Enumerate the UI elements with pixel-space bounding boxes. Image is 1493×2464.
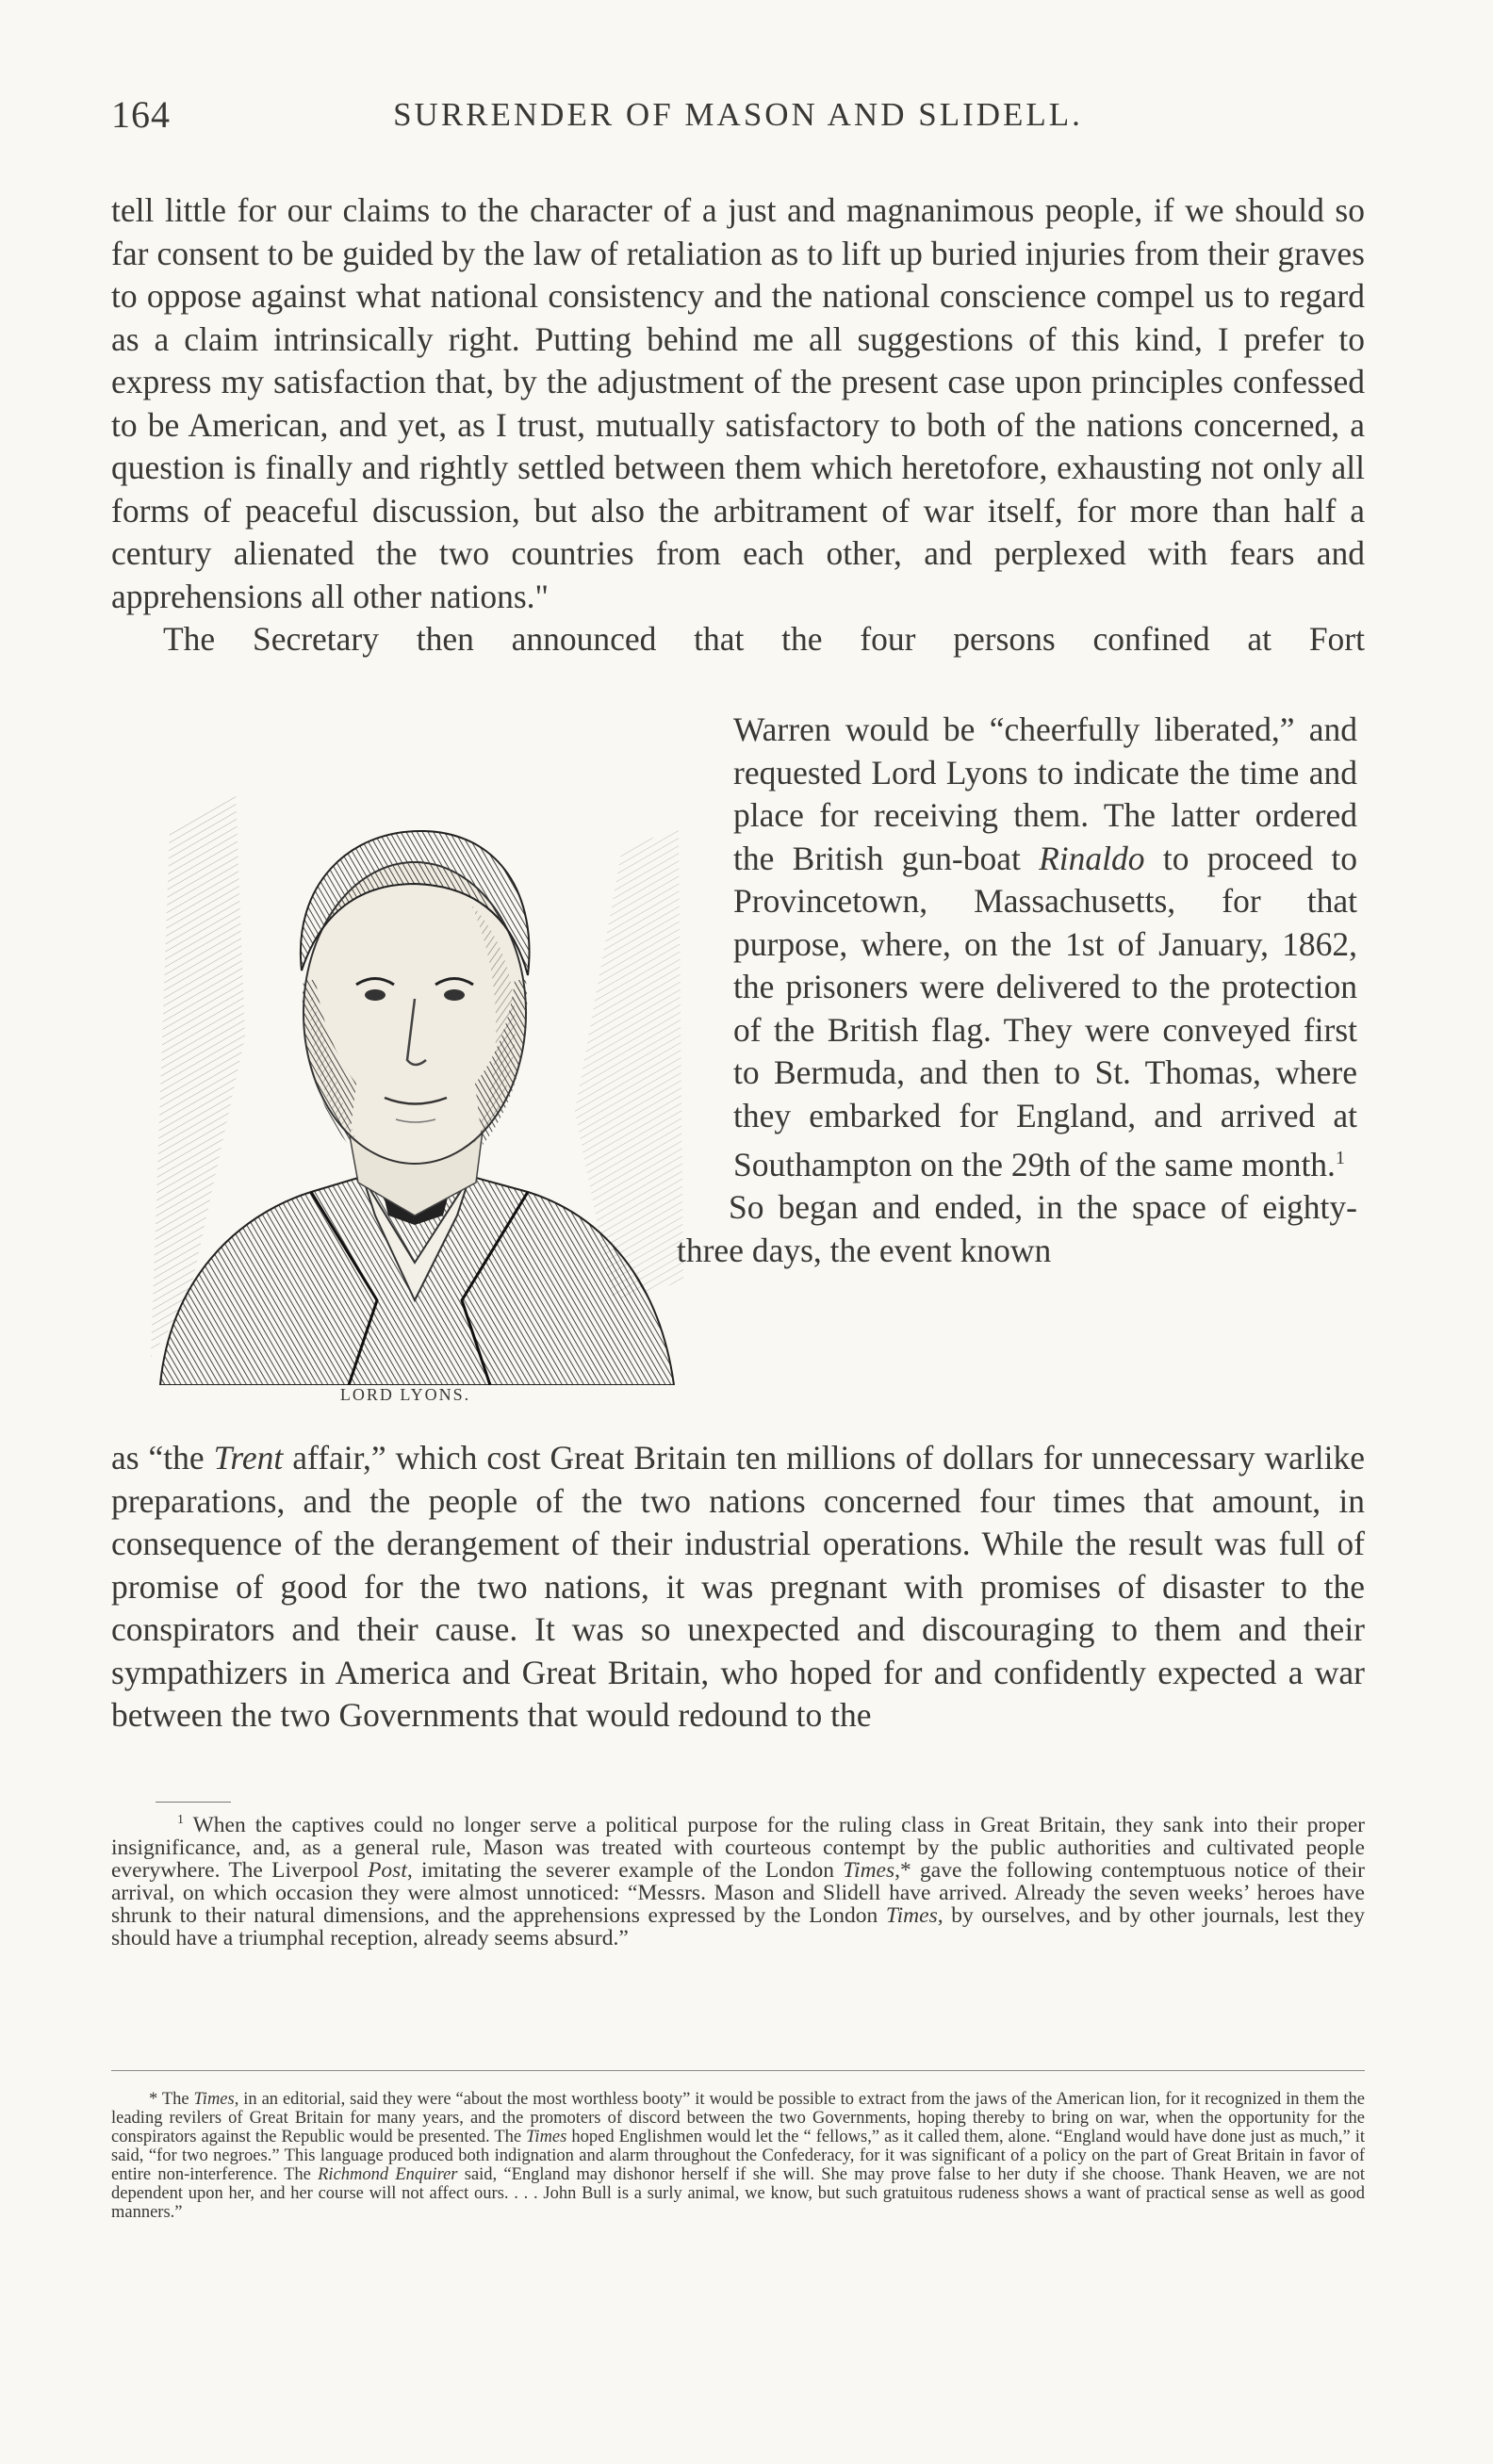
italic-times: Times xyxy=(885,1902,938,1928)
footnote-divider xyxy=(111,2070,1365,2071)
paragraph-so-began: So began and ended, in the space of eighty-three days, the event known xyxy=(677,1188,1357,1269)
paragraph-secretary-continued xyxy=(733,709,1357,1186)
text-run: as “the xyxy=(111,1439,214,1477)
text-run: hoped Englishmen would let the “ fellows,” as it called them, alone. “England would have done just as much,” it said, “for two negroes.” This language produced both indignation and alarm throughout the Confederacy, for it was significant of a policy on the part of Great Britain in favor of entire non-interference. The xyxy=(111,2128,1365,2184)
text-run: When the captives could no longer serve a political purpose for the ruling class in Great Britain, they sank into their proper insignificance, and, as a general rule, Mason was treated with courteous contempt by the public authorities and cultivated people everywhere. The Liverpool xyxy=(111,1812,1365,1883)
lord-lyons-portrait xyxy=(132,773,697,1385)
running-header xyxy=(111,92,1365,149)
italic-times: Times xyxy=(526,2128,567,2146)
footnote-mark: 1 xyxy=(177,1813,184,1827)
portrait-engraving xyxy=(132,773,697,1385)
body-paragraph-1 xyxy=(111,189,1365,661)
text-run: ,* gave the following contemptuous notice of their arrival, on which occasion they were almost unnoticed: “Messrs. Mason and Slidell have arrived. Already the seven weeks’ heroes have shrunk to their natural dimensions, and the apprehensions expressed by the London xyxy=(111,1857,1365,1928)
italic-enquirer: Richmond Enquirer xyxy=(318,2165,458,2184)
running-title: SURRENDER OF MASON AND SLIDELL. xyxy=(393,96,1083,133)
italic-times: Times xyxy=(843,1857,895,1883)
page-number: 164 xyxy=(111,93,171,136)
ship-name: Rinaldo xyxy=(1039,839,1145,877)
text-run: to proceed to Provincetown, Massachusetts, for that purpose, where, on the 1st of January, 1862, the prisoners were delivered to the protection of the British flag. They were conveyed first to Bermuda, and then to St. Thomas, where they embarked for England, and arrived at Southampton on the 29th of the same month. xyxy=(733,839,1357,1183)
trent-italic: Trent xyxy=(213,1439,284,1477)
text-run: said, “England may dishonor herself if she will. She may prove false to her duty if she choose. Thank Heaven, we are not dependent upon her, and her course will not affect ours. . . . John Bull is a surly animal, we know, but such gratuitous rudeness shows a want of practical sense as well as good manners.” xyxy=(111,2165,1365,2222)
text-run: Warren would be “cheerfully liberated,” and requested Lord Lyons to indicate the time and place for receiving them. The latter ordered the British gun-boat xyxy=(733,710,1357,877)
italic-times: Times xyxy=(193,2090,235,2109)
body-paragraph-3 xyxy=(111,1437,1365,1738)
paragraph-letter-quote-end: tell little for our claims to the character of a just and magnanimous people, if we should so far consent to be guided by the law of retaliation as to lift up buried injuries from their graves to oppose against what national consistency and the national conscience compel us to regard as a claim intrinsically right. Putting behind me all suggestions of this kind, I prefer to express my satisfaction that, by the adjustment of the present case upon principles confessed to be American, and yet, as I trust, mutually satisfactory to both of the nations concerned, a question is finally and rightly settled between them which heretofore, exhausting not only all forms of peaceful discussion, but also the arbitrament of war itself, for more than half a century alienated the two countries from each other, and perplexed with fears and apprehensions all other nations." xyxy=(111,191,1365,615)
footnote-2 xyxy=(111,2090,1365,2222)
footnote-1 xyxy=(111,1809,1365,1950)
footnote-separator xyxy=(156,1802,231,1803)
paragraph-trent-affair xyxy=(111,1437,1365,1738)
text-run: , imitating the severer example of the London xyxy=(406,1857,844,1883)
text-run: * The xyxy=(149,2090,194,2109)
footnote-reference[interactable]: 1 xyxy=(1335,1148,1345,1168)
text-run: , by ourselves, and by other journals, lest they should have a triumphal reception, already seems absurd.” xyxy=(111,1902,1365,1950)
text-run: , in an editorial, said they were “about the most worthless booty” it would be possible to extract from the jaws of the American lion, for it recognized in them the leading revilers of Great Britain for many years, and the promoters of discord between the two Governments, hoping thereby to bring on war, when the opportunity for the conspirators against the Republic would be presented. The xyxy=(111,2090,1365,2146)
paragraph-secretary-first-line: The Secretary then announced that the four persons confined at Fort xyxy=(163,620,1365,658)
italic-post: Post xyxy=(368,1857,407,1883)
text-run: affair,” which cost Great Britain ten millions of dollars for unnecessary warlike preparations, and the people of the two nations concerned four times that amount, in consequence of the derangement of their industrial operations. While the result was full of promise of good for the two nations, it was pregnant with promises of disaster to the conspirators and their cause. It was so unexpected and discouraging to them and their sympathizers in America and Great Britain, who hoped for and confidently expected a war between the two Governments that would redound to the xyxy=(111,1439,1365,1734)
portrait-caption: LORD LYONS. xyxy=(339,1385,471,1404)
text-beside-portrait xyxy=(677,709,1357,1272)
